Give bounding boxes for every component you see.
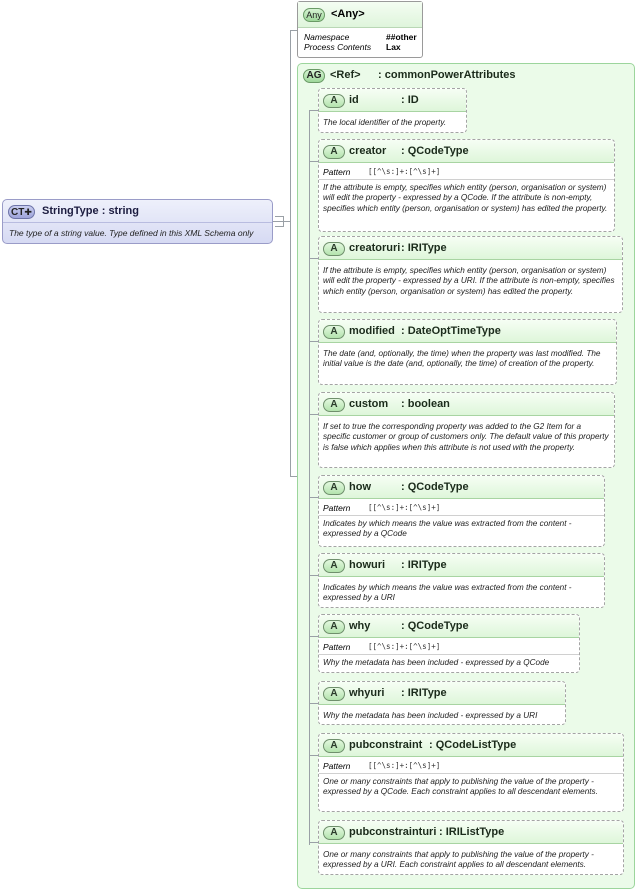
attribute-description: If the attribute is empty, specifies which entity (person, organisation or system) will edit the property - expressed by a QCode. If the attribute is non-empty, specifies which entity (person, organisation or system) has edited the property. [323, 183, 608, 213]
any-property-name: Namespace [304, 32, 350, 42]
attribute-badge: A [323, 325, 345, 339]
complex-type-name-text: StringType [42, 205, 99, 217]
attribute-description: Why the metadata has been included - expressed by a URI [323, 711, 538, 720]
attribute-badge: A [323, 94, 345, 108]
attribute-type-value: QCodeType [407, 481, 469, 493]
attribute-pattern-value: [[^\s:]+:[^\s]+] [368, 642, 441, 651]
attribute-box[interactable] [318, 319, 617, 385]
attribute-type: : QCodeType [401, 620, 469, 632]
connector-attributes-vertical [309, 110, 310, 845]
attribute-name: how [349, 481, 371, 493]
attribute-type: : IRIType [401, 687, 447, 699]
attribute-type-value: boolean [407, 398, 450, 410]
attribute-box[interactable] [318, 553, 605, 608]
attribute-type: : boolean [401, 398, 450, 410]
attribute-description: Indicates by which means the value was extracted from the content - expressed by a URI [323, 583, 572, 603]
attribute-description: If the attribute is empty, specifies which entity (person, organisation or system) will edit the property - expressed by a URI. If the attribute is non-empty, specifies which entity (person, organisation or system) has edited the property. [323, 266, 615, 296]
attribute-name: modified [349, 325, 395, 337]
attribute-type-value: IRIType [407, 242, 447, 254]
plus-icon: ✚ [24, 207, 32, 217]
complex-type-type: string [108, 205, 139, 217]
attribute-badge: A [323, 739, 345, 753]
attribute-name: custom [349, 398, 389, 410]
any-badge: Any [303, 8, 325, 22]
attribute-pattern-row [319, 758, 623, 774]
attribute-name: creator [349, 145, 387, 157]
attribute-type-value: IRIListType [445, 826, 505, 838]
connector-attr-stub [309, 414, 319, 415]
attribute-type: : IRIType [401, 559, 447, 571]
attribute-group-title [330, 69, 516, 81]
attribute-badge: A [323, 620, 345, 634]
attribute-box[interactable] [318, 820, 624, 875]
attribute-type-value: IRIType [407, 687, 447, 699]
complex-type-badge: CT✚ [8, 205, 35, 219]
attribute-name: whyuri [349, 687, 385, 699]
attribute-badge: A [323, 826, 345, 840]
attribute-type-value: IRIType [407, 559, 447, 571]
attribute-type: : QCodeListType [429, 739, 517, 751]
any-property-value: ##other [386, 32, 417, 42]
attribute-group-name: commonPowerAttributes [384, 69, 516, 81]
attribute-box[interactable] [318, 139, 615, 232]
connector-attr-stub [309, 341, 319, 342]
attribute-type: : QCodeType [401, 481, 469, 493]
attribute-box[interactable] [318, 614, 580, 673]
connector-attr-stub [309, 258, 319, 259]
any-property-name: Process Contents [304, 42, 372, 52]
attribute-box[interactable] [318, 475, 605, 547]
attribute-pattern-row [319, 639, 579, 655]
attribute-box[interactable] [318, 88, 467, 133]
attribute-group-ref: <Ref> [330, 69, 361, 81]
attribute-pattern-row [319, 500, 604, 516]
attribute-pattern-label: Pattern [323, 642, 351, 652]
connector-attr-stub [309, 636, 319, 637]
attribute-pattern-value: [[^\s:]+:[^\s]+] [368, 503, 441, 512]
attribute-group-separator: : [378, 69, 385, 81]
attribute-name: pubconstraint [349, 739, 423, 751]
attribute-pattern-value: [[^\s:]+:[^\s]+] [368, 167, 441, 176]
connector-attr-stub [309, 842, 319, 843]
attribute-name: howuri [349, 559, 386, 571]
attribute-badge: A [323, 559, 345, 573]
connector-attr-stub [309, 161, 319, 162]
attribute-type-value: QCodeListType [435, 739, 517, 751]
attribute-type: : QCodeType [401, 145, 469, 157]
any-title: <Any> [331, 8, 365, 20]
attribute-type: : IRIType [401, 242, 447, 254]
attribute-type-value: DateOptTimeType [407, 325, 501, 337]
complex-type-name [42, 205, 139, 217]
attribute-badge: A [323, 398, 345, 412]
connector-attr-stub [309, 110, 319, 111]
attribute-name: pubconstrainturi [349, 826, 437, 838]
attribute-name: why [349, 620, 371, 632]
attribute-box[interactable] [318, 392, 615, 468]
complex-type-box[interactable] [2, 199, 273, 244]
attribute-description: Why the metadata has been included - expressed by a QCode [323, 658, 550, 667]
attribute-badge: A [323, 481, 345, 495]
attribute-description: One or many constraints that apply to publishing the value of the property - expressed by a QCode. Each constraint applies to all descendant elements. [323, 777, 598, 797]
connector-attr-stub [309, 497, 319, 498]
attribute-type-value: QCodeType [407, 620, 469, 632]
connector-branch-vertical [290, 30, 291, 477]
connector-ct-stub [275, 216, 283, 217]
attribute-description: If set to true the corresponding property was added to the G2 Item for a specific customer or group of customers only. The default value of this property is false which applies when this attribute is not used with the property. [323, 422, 609, 452]
attribute-type-value: QCodeType [407, 145, 469, 157]
attribute-badge: A [323, 687, 345, 701]
attribute-pattern-row [319, 164, 614, 180]
attribute-box[interactable] [318, 733, 624, 812]
complex-type-description: The type of a string value. Type defined in this XML Schema only [9, 228, 254, 238]
attribute-description: The date (and, optionally, the time) when the property was last modified. The initial value is the date (and, optionally, the time) of creation of the property. [323, 349, 601, 369]
attribute-description: Indicates by which means the value was extracted from the content - expressed by a QCode [323, 519, 572, 539]
attribute-box[interactable] [318, 236, 623, 313]
attribute-pattern-label: Pattern [323, 503, 351, 513]
attribute-type: : DateOptTimeType [401, 325, 501, 337]
connector-ct-out [273, 221, 283, 222]
connector-ct-stub-2 [275, 226, 283, 227]
attribute-name: id [349, 94, 359, 106]
attribute-pattern-label: Pattern [323, 761, 351, 771]
attribute-box[interactable] [318, 681, 566, 725]
attribute-name: creatoruri [349, 242, 401, 254]
connector-attr-stub [309, 755, 319, 756]
attribute-type: : ID [401, 94, 419, 106]
attribute-badge: A [323, 242, 345, 256]
attribute-pattern-label: Pattern [323, 167, 351, 177]
connector-branch-h1 [284, 221, 291, 222]
connector-attr-stub [309, 703, 319, 704]
any-box[interactable] [297, 1, 423, 58]
attribute-description: One or many constraints that apply to publishing the value of the property - expressed by a URI. Each constraint applies to all descendant elements. [323, 850, 594, 870]
attribute-type: : IRIListType [439, 826, 505, 838]
attribute-description: The local identifier of the property. [323, 118, 447, 127]
attribute-pattern-value: [[^\s:]+:[^\s]+] [368, 761, 441, 770]
any-property-value: Lax [386, 42, 401, 52]
complex-type-separator: : [101, 205, 109, 217]
connector-attr-stub [309, 575, 319, 576]
attribute-group-badge: AG [303, 69, 325, 83]
attribute-badge: A [323, 145, 345, 159]
attribute-type-value: ID [407, 94, 419, 106]
